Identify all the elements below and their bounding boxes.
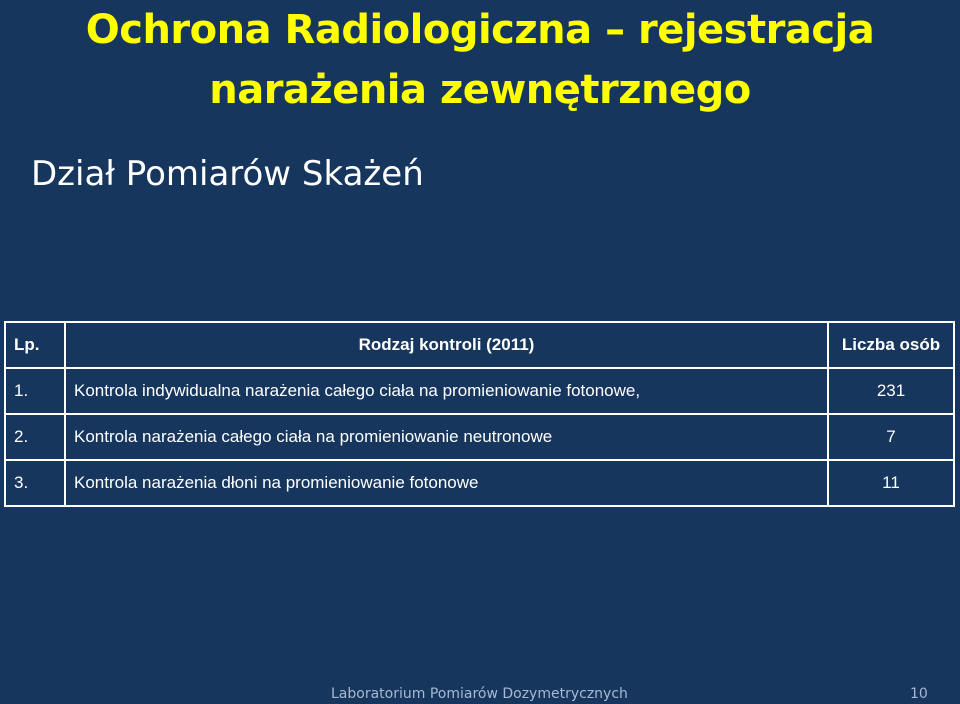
cell-lp: 3.: [5, 460, 65, 506]
cell-type: Kontrola narażenia dłoni na promieniowanie fotonowe: [65, 460, 828, 506]
footer-lab-name: Laboratorium Pomiarów Dozymetrycznych: [331, 686, 628, 702]
table-row: [5, 460, 954, 506]
slide-subtitle: Dział Pomiarów Skażeń: [31, 154, 424, 194]
slide-title-line-2: narażenia zewnętrznego: [209, 67, 751, 113]
control-table: [4, 321, 955, 507]
header-count: Liczba osób: [828, 322, 954, 368]
cell-lp: 1.: [5, 368, 65, 414]
cell-count: 231: [828, 368, 954, 414]
cell-count: 7: [828, 414, 954, 460]
table-row: [5, 368, 954, 414]
table-row: [5, 414, 954, 460]
slide-title: [0, 0, 960, 120]
cell-type: Kontrola indywidualna narażenia całego ciała na promieniowanie fotonowe,: [65, 368, 828, 414]
cell-count: 11: [828, 460, 954, 506]
slide-title-line-1: Ochrona Radiologiczna – rejestracja: [85, 7, 875, 53]
header-lp: Lp.: [5, 322, 65, 368]
table-header-row: [5, 322, 954, 368]
cell-lp: 2.: [5, 414, 65, 460]
footer-page-number: 10: [910, 686, 928, 702]
header-type: Rodzaj kontroli (2011): [65, 322, 828, 368]
cell-type: Kontrola narażenia całego ciała na promieniowanie neutronowe: [65, 414, 828, 460]
